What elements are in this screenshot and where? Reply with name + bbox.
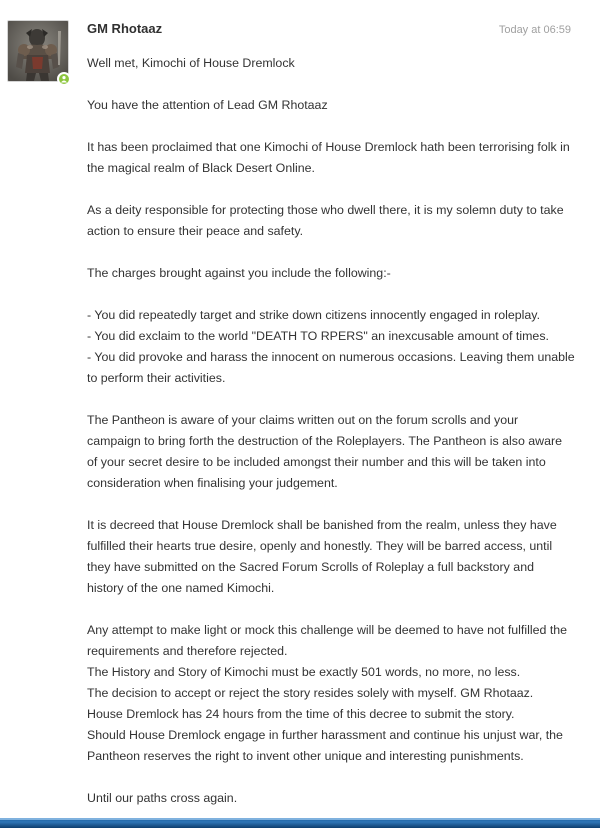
message-line: fulfilled their hearts true desire, openly and honestly. They will be barred access, until (87, 539, 553, 553)
message-line: - You did exclaim to the world "DEATH TO RPERS" an inexcusable amount of times. (87, 329, 549, 343)
message-line: of your secret desire to be included amongst their number and this will be taken into (87, 455, 546, 469)
post-timestamp[interactable]: Today at 06:59 (498, 24, 571, 36)
warrior-avatar-icon (8, 21, 68, 81)
message-line: they have submitted on the Sacred Forum Scrolls of Roleplay a full backstory and (87, 560, 534, 574)
message-line: You have the attention of Lead GM Rhotaaz (87, 98, 328, 112)
message-line: Until our paths cross again. (87, 791, 238, 805)
message-line: campaign to bring forth the destruction of the Roleplayers. The Pantheon is also aware (87, 434, 563, 448)
message-paragraph (87, 788, 582, 809)
message-paragraph (87, 53, 582, 74)
message-body (87, 53, 582, 830)
message-line: to perform their activities. (87, 371, 226, 385)
message-line: The History and Story of Kimochi must be exactly 501 words, no more, no less. (87, 665, 521, 679)
message-paragraph (87, 200, 582, 242)
footer-bar (0, 818, 600, 828)
online-status-icon (57, 72, 71, 86)
message-paragraph (87, 410, 582, 494)
message-line: As a deity responsible for protecting those who dwell there, it is my solemn duty to take (87, 203, 564, 217)
message-paragraph (87, 515, 582, 599)
message-line: The Pantheon is aware of your claims written out on the forum scrolls and your (87, 413, 519, 427)
message-line: the magical realm of Black Desert Online. (87, 161, 315, 175)
message-paragraph (87, 620, 582, 767)
message-line: It has been proclaimed that one Kimochi of House Dremlock hath been terrorising folk in (87, 140, 570, 154)
avatar[interactable] (7, 20, 69, 82)
message-line: - You did repeatedly target and strike down citizens innocently engaged in roleplay. (87, 308, 541, 322)
message-line: The charges brought against you include the following:- (87, 266, 391, 280)
message-line: action to ensure their peace and safety. (87, 224, 304, 238)
message-paragraph (87, 305, 582, 389)
message-line: Should House Dremlock engage in further harassment and continue his unjust war, the (87, 728, 563, 742)
message-line: Pantheon reserves the right to invent other unique and interesting punishments. (87, 749, 524, 763)
message-paragraph (87, 263, 582, 284)
author-name[interactable]: GM Rhotaaz (87, 21, 163, 36)
message-line: House Dremlock has 24 hours from the time of this decree to submit the story. (87, 707, 515, 721)
message-line: history of the one named Kimochi. (87, 581, 275, 595)
message-paragraph (87, 137, 582, 179)
message-line: Well met, Kimochi of House Dremlock (87, 56, 295, 70)
message-line: The decision to accept or reject the story resides solely with myself. GM Rhotaaz. (87, 686, 534, 700)
message-line: Any attempt to make light or mock this challenge will be deemed to have not fulfilled the (87, 623, 568, 637)
message-line: - You did provoke and harass the innocent on numerous occasions. Leaving them unable (87, 350, 575, 364)
user-icon (60, 75, 68, 83)
message-paragraph (87, 95, 582, 116)
message-line: consideration when finalising your judgement. (87, 476, 338, 490)
message-line: requirements and therefore rejected. (87, 644, 288, 658)
message-line: It is decreed that House Dremlock shall be banished from the realm, unless they have (87, 518, 557, 532)
